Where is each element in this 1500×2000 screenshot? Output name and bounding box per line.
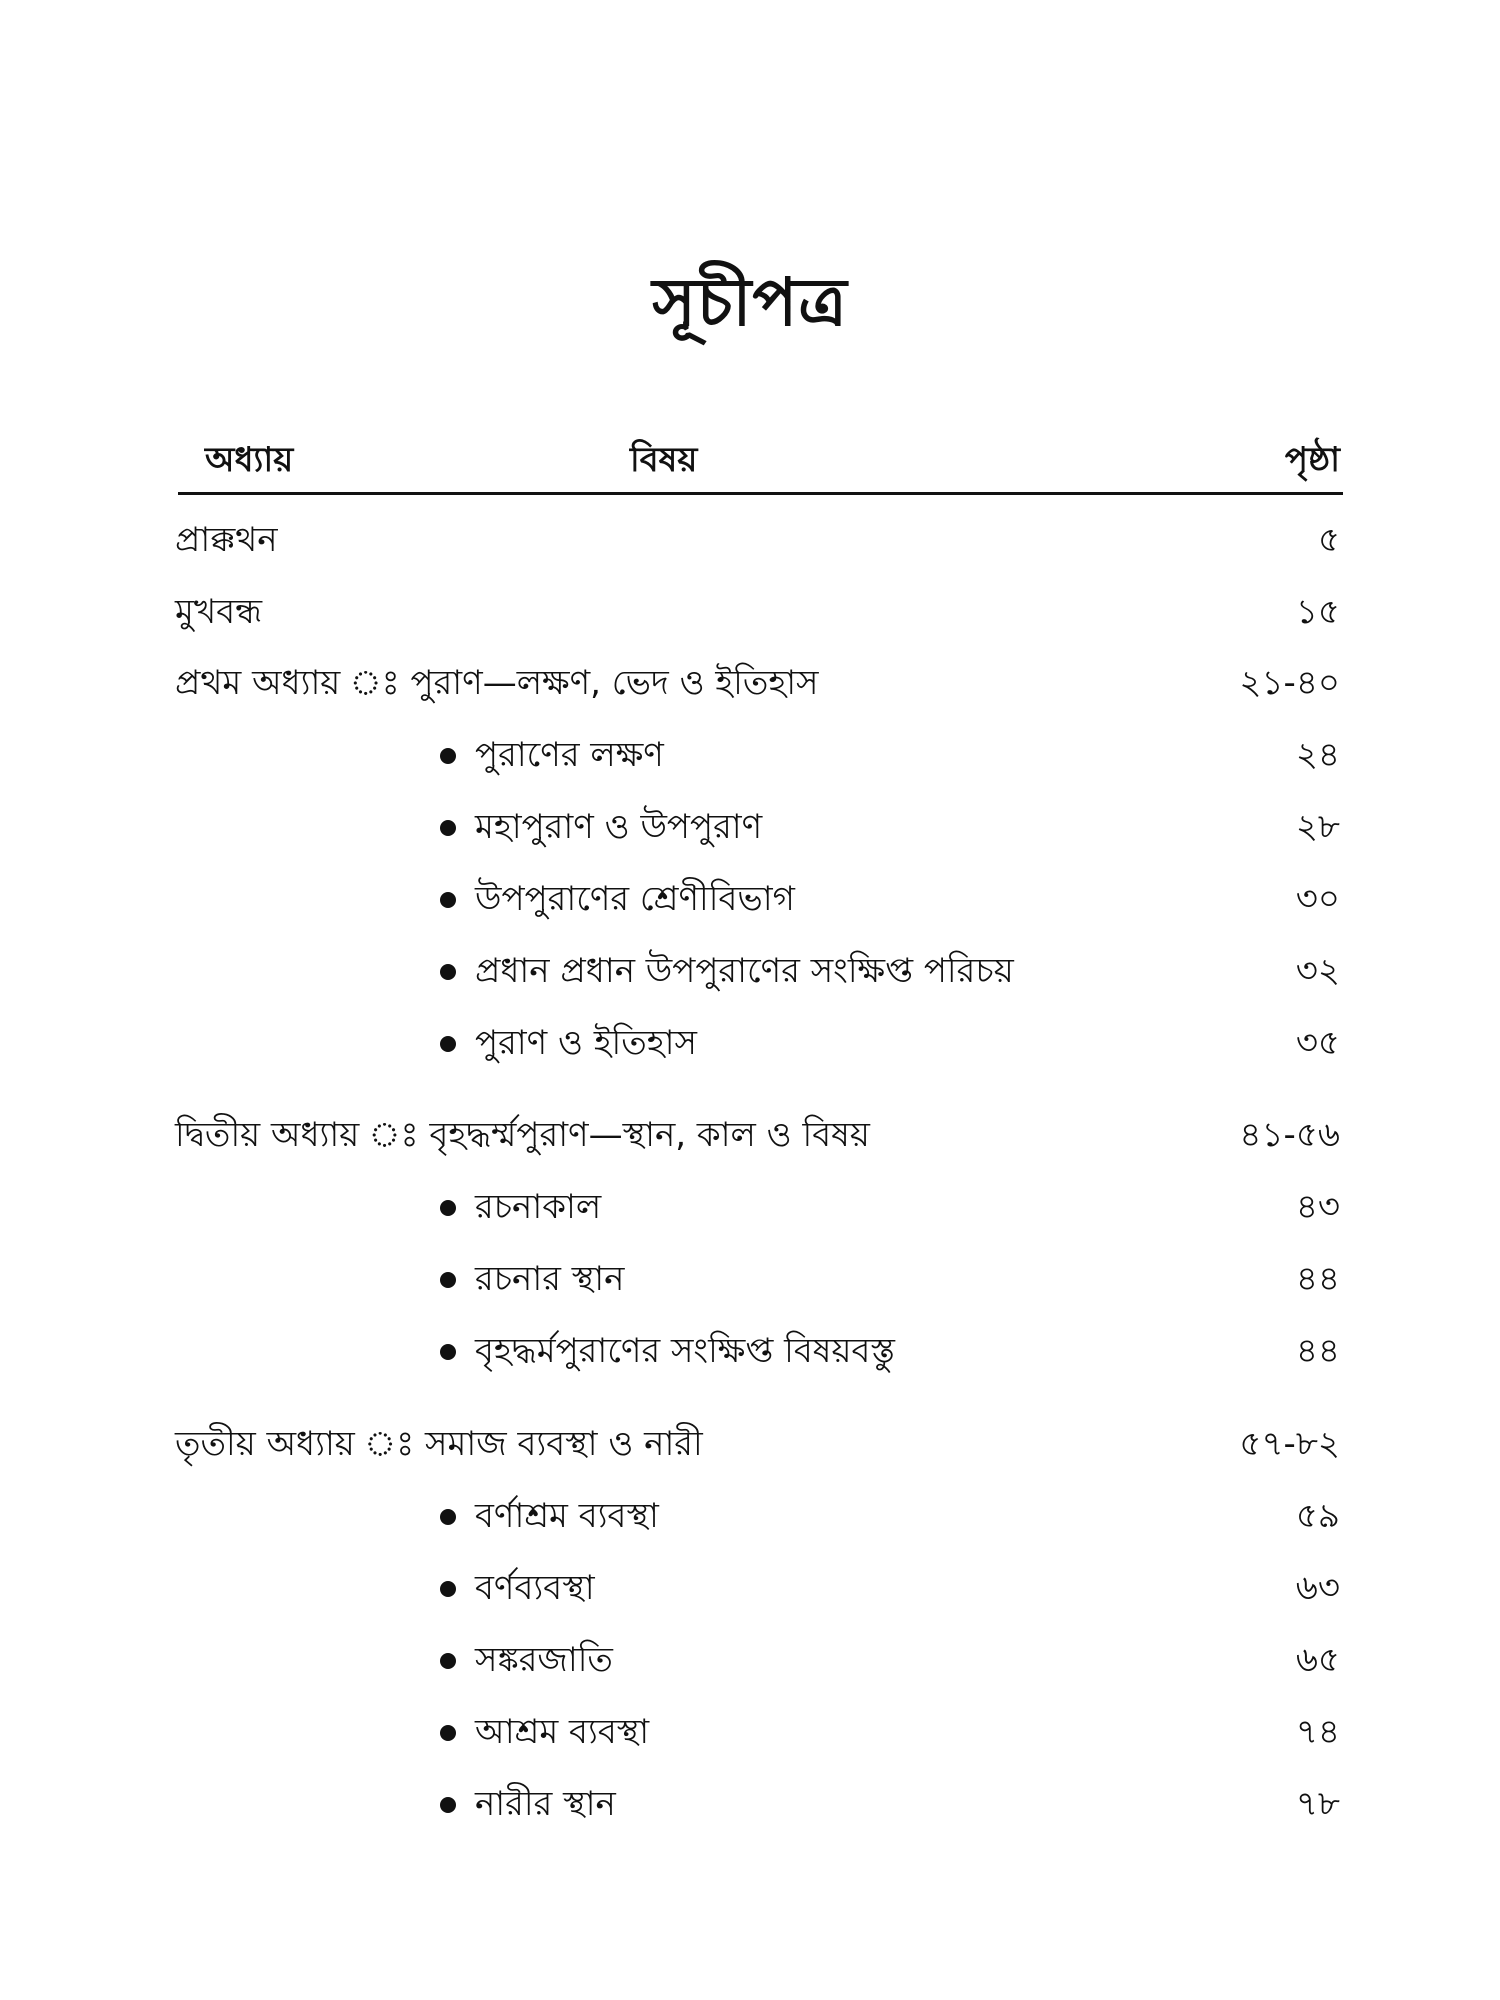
section-page: ২৮	[1295, 807, 1340, 847]
section-title: আশ্রম ব্যবস্থা	[475, 1712, 650, 1752]
section-title: প্রধান প্রধান উপপুরাণের সংক্ষিপ্ত পরিচয়	[475, 951, 1014, 991]
section-title: পুরাণের লক্ষণ	[475, 735, 664, 775]
section-entry	[175, 1630, 1340, 1690]
section-title: সঙ্করজাতি	[475, 1640, 613, 1680]
section-entry	[175, 1321, 1340, 1381]
bullet-icon	[440, 1036, 456, 1052]
section-page: ৩২	[1295, 951, 1340, 991]
section-entry	[175, 797, 1340, 857]
bullet-icon	[440, 1581, 456, 1597]
bullet-icon	[440, 1200, 456, 1216]
header-page: পৃষ্ঠা	[1284, 440, 1340, 480]
chapter-title: প্রথম অধ্যায় ঃ পুরাণ—লক্ষণ, ভেদ ও ইতিহাস	[175, 663, 819, 703]
section-title: নারীর স্থান	[475, 1784, 616, 1824]
bullet-icon	[440, 964, 456, 980]
section-page: ৪৪	[1295, 1331, 1340, 1371]
section-entry	[175, 1774, 1340, 1834]
bullet-icon	[440, 1653, 456, 1669]
section-title: উপপুরাণের শ্রেণীবিভাগ	[475, 879, 795, 919]
toc-header	[175, 432, 1340, 488]
chapter-page-range: ৪১-৫৬	[1239, 1115, 1340, 1155]
chapter-entry	[175, 653, 1340, 713]
section-page: ৬৩	[1295, 1568, 1340, 1608]
section-title: মহাপুরাণ ও উপপুরাণ	[475, 807, 763, 847]
section-page: ৪৩	[1295, 1187, 1340, 1227]
section-page: ২৪	[1295, 735, 1340, 775]
section-title: বর্ণব্যবস্থা	[475, 1568, 595, 1608]
section-page: ৭৪	[1295, 1712, 1340, 1752]
bullet-icon	[440, 892, 456, 908]
section-title: বৃহদ্ধর্মপুরাণের সংক্ষিপ্ত বিষয়বস্তু	[475, 1331, 895, 1371]
section-entry	[175, 1013, 1340, 1073]
section-page: ৫৯	[1295, 1496, 1340, 1536]
header-chapter: অধ্যায়	[205, 440, 294, 480]
section-entry	[175, 869, 1340, 929]
bullet-icon	[440, 1725, 456, 1741]
bullet-icon	[440, 1509, 456, 1525]
chapter-entry	[175, 1105, 1340, 1165]
section-page: ৪৪	[1295, 1259, 1340, 1299]
section-page: ৬৫	[1295, 1640, 1340, 1680]
bullet-icon	[440, 1797, 456, 1813]
entry-title: মুখবন্ধ	[175, 592, 263, 632]
entry-title: প্রাক্কথন	[175, 520, 278, 560]
section-title: পুরাণ ও ইতিহাস	[475, 1023, 697, 1063]
section-entry	[175, 1177, 1340, 1237]
section-entry	[175, 725, 1340, 785]
section-title: বর্ণাশ্রম ব্যবস্থা	[475, 1496, 659, 1536]
chapter-title: দ্বিতীয় অধ্যায় ঃ বৃহদ্ধর্ম্মপুরাণ—স্থান, কাল ও বিষয়	[175, 1115, 870, 1155]
section-title: রচনাকাল	[475, 1187, 602, 1227]
section-entry	[175, 1486, 1340, 1546]
section-entry	[175, 1702, 1340, 1762]
page-title: সূচীপত্র	[652, 264, 848, 341]
header-subject: বিষয়	[630, 440, 698, 480]
section-page: ৩৫	[1295, 1023, 1340, 1063]
bullet-icon	[440, 1272, 456, 1288]
bullet-icon	[440, 1344, 456, 1360]
chapter-page-range: ৫৭-৮২	[1239, 1424, 1340, 1464]
section-entry	[175, 1249, 1340, 1309]
entry-page: ৫	[1317, 520, 1340, 560]
section-entry	[175, 941, 1340, 1001]
section-page: ৩০	[1295, 879, 1340, 919]
chapter-entry	[175, 1414, 1340, 1474]
entry-page: ১৫	[1295, 592, 1340, 632]
section-title: রচনার স্থান	[475, 1259, 625, 1299]
toc-entry	[175, 510, 1340, 570]
section-page: ৭৮	[1295, 1784, 1340, 1824]
bullet-icon	[440, 748, 456, 764]
section-entry	[175, 1558, 1340, 1618]
chapter-title: তৃতীয় অধ্যায় ঃ সমাজ ব্যবস্থা ও নারী	[175, 1424, 703, 1464]
bullet-icon	[440, 820, 456, 836]
header-divider	[178, 492, 1343, 495]
chapter-page-range: ২১-৪০	[1239, 663, 1340, 703]
toc-entry	[175, 582, 1340, 642]
